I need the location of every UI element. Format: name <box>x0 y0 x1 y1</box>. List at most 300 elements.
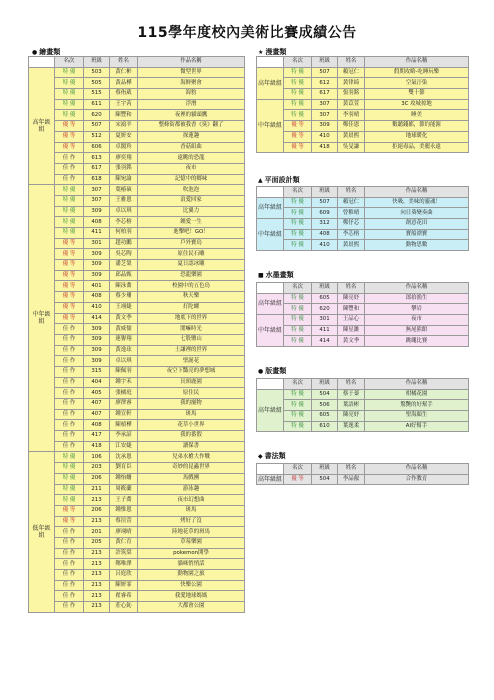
name-cell: 鍾宇禾 <box>110 377 138 388</box>
table-row <box>257 411 469 422</box>
work-title-cell: 秋天樂 <box>138 292 245 303</box>
rank-cell: 佳 作 <box>55 527 84 538</box>
rank-cell: 優 等 <box>55 270 84 281</box>
print-results-table <box>256 378 469 432</box>
name-cell: 呂庭欣 <box>110 570 138 581</box>
table-row <box>29 163 245 174</box>
class-cell: 620 <box>84 110 110 121</box>
class-cell: 410 <box>312 131 338 142</box>
table-row <box>29 153 245 164</box>
section-heading-calligraphy <box>258 451 286 461</box>
rank-cell: 優 等 <box>55 281 84 292</box>
section-heading-print <box>258 366 286 376</box>
name-cell: 連譽翔 <box>110 334 138 345</box>
table-row <box>257 121 469 132</box>
name-cell: 張羽銘 <box>338 89 365 100</box>
rank-cell: 優 等 <box>55 131 84 142</box>
class-cell: 307 <box>312 110 338 121</box>
table-row <box>29 366 245 377</box>
rank-cell: 特 優 <box>55 484 84 495</box>
work-title-cell: 遠眺的恐龍 <box>138 153 245 164</box>
name-cell: 黃仁彬 <box>110 67 138 78</box>
ink-results-table <box>256 282 469 347</box>
class-cell: 605 <box>312 293 338 304</box>
class-cell: 301 <box>84 238 110 249</box>
rank-cell: 特 優 <box>284 110 312 121</box>
work-title-cell: 浪愛回家 <box>138 195 245 206</box>
table-row <box>29 89 245 100</box>
group-label: 中年級組 <box>257 219 284 251</box>
table-header-row <box>257 464 469 475</box>
rank-cell: 優 等 <box>55 260 84 271</box>
group-label: 高年級組 <box>257 389 284 432</box>
name-cell: 鄭伃芯 <box>338 219 365 230</box>
group-label: 低年級組 <box>29 452 55 612</box>
rank-cell: 特 優 <box>284 293 312 304</box>
work-title-cell: pokemon開學 <box>138 548 245 559</box>
column-header: 作品名稱 <box>365 283 469 294</box>
class-cell: 309 <box>84 206 110 217</box>
name-cell: 賴冠仁 <box>338 197 365 208</box>
rank-cell: 特 優 <box>284 197 312 208</box>
class-cell: 301 <box>312 315 338 326</box>
work-title-cell: 草莓樂園 <box>138 537 245 548</box>
work-title-cell: 驚艷的好幫手 <box>365 400 469 411</box>
work-title-cell: 浮潛 <box>138 99 245 110</box>
rank-cell: 特 優 <box>284 411 312 422</box>
work-title-cell: AI好幫手 <box>365 421 469 432</box>
class-cell: 410 <box>84 302 110 313</box>
section-heading-graphic <box>258 175 300 185</box>
name-cell: 鍾宣軒 <box>110 409 138 420</box>
table-row <box>257 315 469 326</box>
name-cell: 黃威儒 <box>110 324 138 335</box>
group-header-cell <box>257 57 284 68</box>
class-cell: 620 <box>312 304 338 315</box>
work-title-cell: 夜空下豔亮的夢想城 <box>138 366 245 377</box>
section-name: 水墨畫類 <box>265 271 294 279</box>
name-cell: 翟睿希 <box>110 591 138 602</box>
rank-cell: 佳 作 <box>55 441 84 452</box>
rank-cell: 特 優 <box>284 78 312 89</box>
rank-cell: 佳 作 <box>55 388 84 399</box>
name-cell: 莊心鈊 <box>110 602 138 613</box>
work-title-cell: 我的番假 <box>138 431 245 442</box>
class-cell: 309 <box>312 121 338 132</box>
class-cell: 206 <box>84 473 110 484</box>
circle-bullet-icon: ● <box>258 368 264 375</box>
table-row <box>29 228 245 239</box>
class-cell: 401 <box>84 281 110 292</box>
work-title-cell: 快吸，美味的靈魂！ <box>365 197 469 208</box>
work-title-cell: 士謙裡的世界 <box>138 345 245 356</box>
table-row <box>29 334 245 345</box>
group-header-cell <box>257 464 284 475</box>
work-title-cell: 我愛地球媽媽 <box>138 591 245 602</box>
rank-cell: 特 優 <box>284 421 312 432</box>
calligraphy-results-table <box>256 463 469 485</box>
table-row <box>257 110 469 121</box>
class-cell: 205 <box>84 537 110 548</box>
class-cell: 407 <box>84 399 110 410</box>
class-cell: 309 <box>84 345 110 356</box>
rank-cell: 佳 作 <box>55 163 84 174</box>
name-cell: 黃品樺 <box>110 78 138 89</box>
name-cell: 吳芯陶 <box>110 249 138 260</box>
name-cell: 趙功鵬 <box>110 238 138 249</box>
rank-cell: 佳 作 <box>55 580 84 591</box>
work-title-cell: 無尾熊館 <box>365 325 469 336</box>
class-cell: 203 <box>84 463 110 474</box>
rank-cell: 特 優 <box>284 67 312 78</box>
name-cell: 周筱蘭 <box>110 484 138 495</box>
class-cell: 609 <box>312 208 338 219</box>
work-title-cell: 3C 攻城掠地 <box>365 99 469 110</box>
column-header: 作品名稱 <box>365 379 469 390</box>
group-header-cell <box>257 283 284 294</box>
work-title-cell: 打陀螺 <box>138 302 245 313</box>
work-title-cell: 動物思數 <box>365 240 469 251</box>
table-row <box>29 174 245 185</box>
rank-cell: 優 等 <box>55 249 84 260</box>
class-cell: 309 <box>84 356 110 367</box>
section-heading-ink <box>258 270 294 280</box>
page-title: 115學年度校內美術比賽成績公告 <box>137 25 357 41</box>
name-cell: 曾稚晴 <box>338 208 365 219</box>
rank-cell: 優 等 <box>55 516 84 527</box>
table-row <box>257 197 469 208</box>
work-title-cell: 奇妙的昆蟲世界 <box>138 463 245 474</box>
name-cell: 陳星濰 <box>338 325 365 336</box>
column-header: 名次 <box>284 57 312 68</box>
class-cell: 418 <box>84 441 110 452</box>
table-row <box>29 270 245 281</box>
work-title-cell: 恐龍樂園 <box>138 270 245 281</box>
class-cell: 206 <box>84 505 110 516</box>
table-row <box>29 324 245 335</box>
group-header-cell <box>257 187 284 198</box>
work-title-cell: 七股鹽山 <box>138 334 245 345</box>
table-row <box>29 206 245 217</box>
column-header: 作品名稱 <box>138 57 245 68</box>
work-title-cell: 游泳趣 <box>138 484 245 495</box>
name-cell: 黃文季 <box>338 336 365 347</box>
class-cell: 411 <box>84 228 110 239</box>
work-title-cell: 聖誕花 <box>138 356 245 367</box>
rank-cell: 優 等 <box>55 292 84 303</box>
work-title-cell: 馬戲團 <box>138 473 245 484</box>
table-row <box>29 473 245 484</box>
rank-cell: 特 優 <box>284 325 312 336</box>
class-cell: 307 <box>84 195 110 206</box>
class-cell: 414 <box>312 336 338 347</box>
rank-cell: 特 優 <box>55 78 84 89</box>
class-cell: 408 <box>84 292 110 303</box>
class-cell: 504 <box>312 389 338 400</box>
table-row <box>257 229 469 240</box>
work-title-cell: 兒弟水槍大作戰 <box>138 452 245 463</box>
table-row <box>29 78 245 89</box>
work-title-cell: 動物園之旅 <box>138 570 245 581</box>
work-title-cell: 閒嘛時光 <box>138 324 245 335</box>
work-title-cell: 拒絕毒品，美麗永遠 <box>365 142 469 153</box>
work-title-cell: 合作教育 <box>365 474 469 485</box>
name-cell: 黃晨熙 <box>338 131 365 142</box>
name-cell: 廖澤睿 <box>110 399 138 410</box>
section-name: 漫畫類 <box>265 48 287 56</box>
work-title-cell: 整條街都被我香《臭》翻了 <box>138 121 245 132</box>
name-cell: 黃晨熙 <box>338 240 365 251</box>
name-cell: 廖奕翔 <box>110 153 138 164</box>
rank-cell: 佳 作 <box>55 420 84 431</box>
name-cell: 黃苡萱 <box>338 99 365 110</box>
rank-cell: 特 優 <box>55 217 84 228</box>
table-row <box>29 537 245 548</box>
rank-cell: 特 優 <box>55 473 84 484</box>
name-cell: 賴冠仁 <box>338 67 365 78</box>
table-row <box>29 527 245 538</box>
name-cell: 陳豐和 <box>338 304 365 315</box>
table-row <box>257 78 469 89</box>
work-title-cell: 香菇組曲 <box>138 142 245 153</box>
rank-cell: 佳 作 <box>55 345 84 356</box>
column-header: 姓名 <box>338 57 365 68</box>
name-cell: 黃律綺 <box>338 78 365 89</box>
work-title-cell: 假期攻略-吃睡玩樂 <box>365 67 469 78</box>
column-header: 作品名稱 <box>365 464 469 475</box>
column-header: 班級 <box>312 283 338 294</box>
rank-cell: 優 等 <box>55 142 84 153</box>
class-cell: 211 <box>84 484 110 495</box>
table-row <box>29 313 245 324</box>
table-row <box>257 99 469 110</box>
class-cell: 605 <box>312 411 338 422</box>
column-header: 姓名 <box>338 379 365 390</box>
table-row <box>257 325 469 336</box>
table-row <box>257 142 469 153</box>
table-row <box>29 495 245 506</box>
work-title-cell: 數聽錢都，節約能源 <box>365 121 469 132</box>
table-header-row <box>257 57 469 68</box>
group-label: 高年級組 <box>257 197 284 218</box>
table-row <box>29 388 245 399</box>
rank-cell: 佳 作 <box>55 334 84 345</box>
name-cell: 王雅恩 <box>110 195 138 206</box>
table-row <box>29 409 245 420</box>
class-cell: 309 <box>84 270 110 281</box>
table-row <box>29 195 245 206</box>
class-cell: 504 <box>312 474 338 485</box>
rank-cell: 特 優 <box>55 99 84 110</box>
rank-cell: 特 優 <box>55 67 84 78</box>
work-title-cell: 花草小世界 <box>138 420 245 431</box>
class-cell: 407 <box>84 409 110 420</box>
column-header: 班級 <box>312 187 338 198</box>
table-row <box>29 67 245 78</box>
class-cell: 213 <box>84 516 110 527</box>
work-title-cell: 柑橘花園 <box>365 389 469 400</box>
table-row <box>29 452 245 463</box>
name-cell: 夏妍安 <box>110 131 138 142</box>
section-name: 版畫類 <box>265 367 287 375</box>
work-title-cell: 睡美 <box>365 110 469 121</box>
table-row <box>29 260 245 271</box>
class-cell: 201 <box>84 527 110 538</box>
work-title-cell: 跳繩比賽 <box>365 336 469 347</box>
class-cell: 515 <box>84 89 110 100</box>
class-cell: 213 <box>84 591 110 602</box>
name-cell: 葉椿碩 <box>110 185 138 196</box>
name-cell: 陳豐和 <box>110 110 138 121</box>
column-header: 名次 <box>284 379 312 390</box>
section-name: 繪畫類 <box>39 48 61 56</box>
work-title-cell: 地球暖化 <box>365 131 469 142</box>
table-row <box>29 249 245 260</box>
name-cell: 沈承恩 <box>110 452 138 463</box>
rank-cell: 特 優 <box>284 304 312 315</box>
name-cell: 江安婕 <box>110 441 138 452</box>
table-row <box>29 516 245 527</box>
table-row <box>257 219 469 230</box>
rank-cell: 佳 作 <box>55 356 84 367</box>
name-cell: 卓以琪 <box>110 206 138 217</box>
group-header-cell <box>257 379 284 390</box>
section-name: 書法類 <box>264 452 286 460</box>
table-row <box>257 67 469 78</box>
drawing-results-table <box>28 56 245 613</box>
work-title-cell: 大都會公園 <box>138 602 245 613</box>
name-cell: 李承諺 <box>110 431 138 442</box>
name-cell: 蔡少珊 <box>110 292 138 303</box>
group-label: 高年級組 <box>258 476 283 484</box>
rank-cell: 特 優 <box>284 208 312 219</box>
table-row <box>29 142 245 153</box>
class-cell: 106 <box>84 452 110 463</box>
work-title-cell: 陸地花草的斑馬 <box>138 527 245 538</box>
class-cell: 213 <box>84 602 110 613</box>
column-header: 姓名 <box>338 187 365 198</box>
name-cell: 陳佩羽 <box>110 366 138 377</box>
work-title-cell: 雙十節 <box>365 89 469 100</box>
table-row <box>29 345 245 356</box>
class-cell: 213 <box>84 495 110 506</box>
class-cell: 309 <box>84 249 110 260</box>
group-label: 高年級組 <box>29 67 55 185</box>
class-cell: 213 <box>84 570 110 581</box>
class-cell: 410 <box>312 240 338 251</box>
class-cell: 617 <box>84 163 110 174</box>
name-cell: 卓閣羚 <box>110 142 138 153</box>
work-title-cell: 鍾愛一生 <box>138 217 245 228</box>
name-cell: 鍾惟恩 <box>110 505 138 516</box>
work-title-cell: 夜市幻想曲 <box>138 495 245 506</box>
work-title-cell: 寶船漂寶 <box>365 229 469 240</box>
rank-cell: 特 優 <box>55 228 84 239</box>
name-cell: 黃仁育 <box>110 537 138 548</box>
name-cell: 潘芝榮 <box>110 260 138 271</box>
class-cell: 417 <box>84 431 110 442</box>
rank-cell: 特 優 <box>284 389 312 400</box>
work-title-cell: 夜裡的貓頭鷹 <box>138 110 245 121</box>
class-cell: 213 <box>84 548 110 559</box>
rank-cell: 佳 作 <box>55 153 84 164</box>
class-cell: 309 <box>84 260 110 271</box>
table-row <box>29 292 245 303</box>
rank-cell: 特 優 <box>55 206 84 217</box>
class-cell: 507 <box>312 67 338 78</box>
work-title-cell: 讀保書 <box>138 441 245 452</box>
rank-cell: 優 等 <box>284 121 312 132</box>
rank-cell: 特 優 <box>284 89 312 100</box>
column-header: 班級 <box>312 57 338 68</box>
work-title-cell: 貓咪悄悄話 <box>138 559 245 570</box>
table-row <box>257 389 469 400</box>
table-row <box>29 121 245 132</box>
rank-cell: 佳 作 <box>55 602 84 613</box>
group-label: 高年級組 <box>257 293 284 314</box>
name-cell: 蔡渲萱 <box>110 516 138 527</box>
circle-bullet-icon: ● <box>32 49 38 56</box>
table-row <box>29 356 245 367</box>
class-cell: 606 <box>84 142 110 153</box>
name-cell: 陳楨樺 <box>110 420 138 431</box>
rank-cell: 特 優 <box>55 185 84 196</box>
rank-cell: 佳 作 <box>55 366 84 377</box>
class-cell: 309 <box>84 324 110 335</box>
rank-cell: 特 優 <box>284 336 312 347</box>
column-header: 名次 <box>284 283 312 294</box>
table-row <box>29 548 245 559</box>
column-header: 姓名 <box>110 57 138 68</box>
name-cell: 陳宛諭 <box>110 174 138 185</box>
work-title-cell: 烤好了沒 <box>138 516 245 527</box>
table-row <box>29 559 245 570</box>
table-row <box>257 208 469 219</box>
name-cell: 王子喬 <box>110 495 138 506</box>
name-cell: 李羽晴 <box>338 110 365 121</box>
rank-cell: 特 優 <box>55 495 84 506</box>
class-cell: 307 <box>312 99 338 110</box>
work-title-cell: 空氣汙染 <box>365 78 469 89</box>
name-cell: 黃逸玹 <box>110 345 138 356</box>
table-row <box>29 110 245 121</box>
name-cell: 陳泳蕎 <box>110 281 138 292</box>
name-cell: 李品叡 <box>338 474 365 485</box>
class-cell: 611 <box>84 99 110 110</box>
rank-cell: 佳 作 <box>55 324 84 335</box>
name-cell: 蔡于蓁 <box>338 389 365 400</box>
rank-cell: 佳 作 <box>55 537 84 548</box>
table-row <box>29 302 245 313</box>
rank-cell: 佳 作 <box>55 548 84 559</box>
table-row <box>257 400 469 411</box>
column-header: 作品名稱 <box>365 57 469 68</box>
rank-cell: 佳 作 <box>55 559 84 570</box>
name-cell: 王品心 <box>338 315 365 326</box>
group-label: 高年級組 <box>257 67 284 99</box>
table-row <box>29 441 245 452</box>
graphic-results-table <box>256 186 469 251</box>
work-title-cell: 創意花田 <box>365 219 469 230</box>
class-cell: 307 <box>84 185 110 196</box>
column-header: 班級 <box>84 57 110 68</box>
table-row <box>29 217 245 228</box>
table-row <box>29 591 245 602</box>
table-row <box>257 293 469 304</box>
class-cell: 408 <box>312 229 338 240</box>
table-row <box>257 240 469 251</box>
rank-cell: 特 優 <box>55 463 84 474</box>
